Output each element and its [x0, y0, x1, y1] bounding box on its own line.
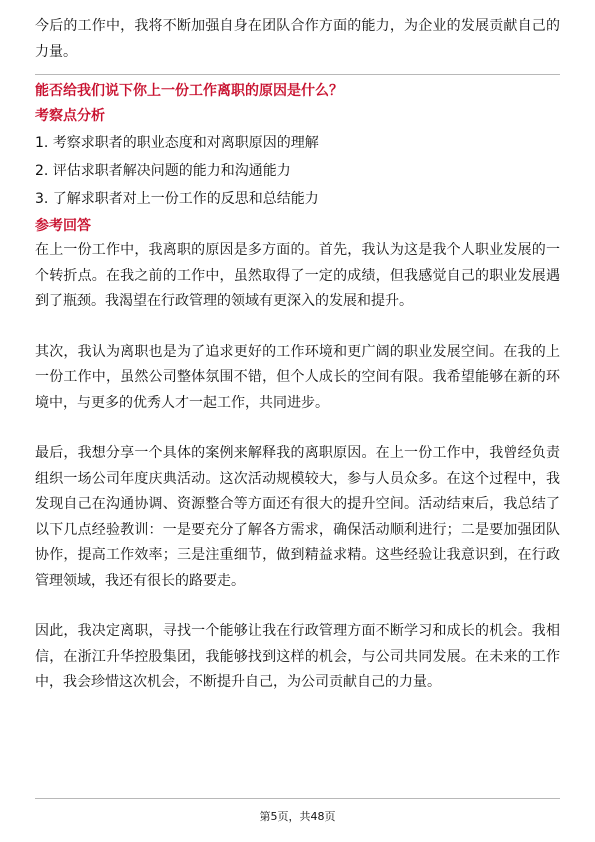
answer-paragraph: 其次，我认为离职也是为了追求更好的工作环境和更广阔的职业发展空间。在我的上一份工作中，虽然公司整体氛围不错，但个人成长的空间有限。我希望能够在新的环境中，与更多的优秀人才一起工作，共同进步。	[35, 343, 560, 411]
analysis-title: 考察点分析	[35, 108, 105, 124]
list-item: 1. 考察求职者的职业态度和对离职原因的理解	[35, 135, 319, 151]
answer-paragraph: 因此，我决定离职，寻找一个能够让我在行政管理方面不断学习和成长的机会。我相信，在浙江升华控股集团，我能够找到这样的机会，与公司共同发展。在未来的工作中，我会珍惜这次机会，不断提升自己，为公司贡献自己的力量。	[35, 623, 560, 690]
list-item: 3. 了解求职者对上一份工作的反思和总结能力	[35, 191, 319, 207]
answer-body	[35, 238, 560, 696]
footer-divider	[35, 798, 560, 799]
analysis-list	[35, 131, 560, 211]
page-number: 第5页，共48页	[259, 810, 336, 823]
intro-paragraph: 今后的工作中，我将不断加强自身在团队合作方面的能力，为企业的发展贡献自己的力量。	[35, 18, 560, 60]
answer-paragraph: 在上一份工作中，我离职的原因是多方面的。首先，我认为这是我个人职业发展的一个转折点。在我之前的工作中，虽然取得了一定的成绩，但我感觉自己的职业发展遇到了瓶颈。我渴望在行政管理的领域有更深入的发展和提升。	[35, 242, 560, 309]
question-heading: 能否给我们说下你上一份工作离职的原因是什么？	[35, 83, 343, 99]
answer-paragraph: 最后，我想分享一个具体的案例来解释我的离职原因。在上一份工作中，我曾经负责组织一场公司年度庆典活动。这次活动规模较大，参与人员众多。在这个过程中，我发现自己在沟通协调、资源整合等方面还有很大的提升空间。活动结束后，我总结了以下几点经验教训：一是要充分了解各方需求，确保活动顺利进行；二是要加强团队协作，提高工作效率；三是注重细节，做到精益求精。这些经验让我意识到，在行政管理领域，我还有很长的路要走。	[35, 445, 560, 589]
list-item: 2. 评估求职者解决问题的能力和沟通能力	[35, 163, 291, 179]
document-page	[35, 14, 560, 696]
answer-title: 参考回答	[35, 218, 91, 234]
